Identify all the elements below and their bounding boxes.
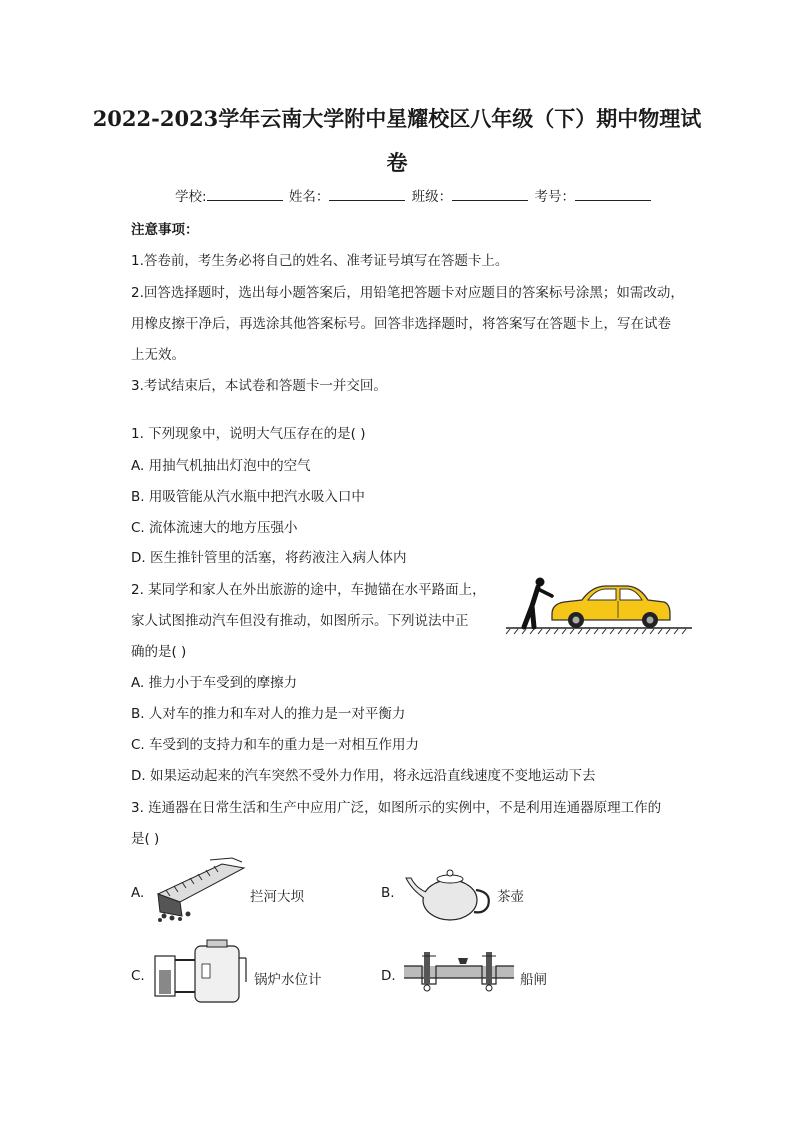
q3-option-b-letter: B. <box>381 885 395 901</box>
teapot-figure <box>402 860 494 924</box>
q3-option-c-letter: C. <box>131 968 145 984</box>
q1-option-b: B. 用吸管能从汽水瓶中把汽水吸入口中 <box>131 489 365 505</box>
person-pushing-car-figure <box>504 574 694 636</box>
dam-figure <box>152 856 248 924</box>
q2-stem-line-2: 家人试图推动汽车但没有推动，如图所示。下列说法中正 <box>131 613 469 629</box>
school-blank <box>207 186 283 201</box>
notes-heading: 注意事项： <box>131 222 199 238</box>
name-blank <box>329 186 405 201</box>
notes-line-4: 上无效。 <box>131 347 185 363</box>
q3-option-a-label: 拦河大坝 <box>250 889 304 905</box>
school-label: 学校: <box>175 189 207 205</box>
q2-option-d: D. 如果运动起来的汽车突然不受外力作用，将永远沿直线速度不变地运动下去 <box>131 768 596 784</box>
q2-option-a: A. 推力小于车受到的摩擦力 <box>131 675 298 691</box>
student-info-row <box>175 185 653 205</box>
boiler-gauge-figure <box>150 938 252 1008</box>
q3-option-a-letter: A. <box>131 885 145 901</box>
q3-option-b-label: 茶壶 <box>497 889 524 905</box>
exam-title-line2: 卷 <box>386 150 408 175</box>
q2-stem-line-1: 2. 某同学和家人在外出旅游的途中，车抛锚在水平路面上， <box>131 582 486 598</box>
ship-lock-figure <box>402 944 516 996</box>
class-blank <box>452 186 528 201</box>
q1-stem: 1. 下列现象中，说明大气压存在的是( ) <box>131 426 366 442</box>
notes-line-5: 3.考试结束后，本试卷和答题卡一并交回。 <box>131 378 387 394</box>
q3-option-c-label: 锅炉水位计 <box>254 972 322 988</box>
notes-line-2: 2.回答选择题时，选出每小题答案后，用铅笔把答题卡对应题目的答案标号涂黑；如需改动， <box>131 285 684 301</box>
q3-option-d-label: 船闸 <box>520 972 547 988</box>
q3-stem-line-2: 是( ) <box>131 831 160 847</box>
q1-option-c: C. 流体流速大的地方压强小 <box>131 520 298 536</box>
q2-option-c: C. 车受到的支持力和车的重力是一对相互作用力 <box>131 737 420 753</box>
exam-number-label: 考号： <box>534 189 575 205</box>
exam-title-line1: 2022-2023学年云南大学附中星耀校区八年级（下）期中物理试 <box>92 106 702 131</box>
notes-line-1: 1.答卷前，考生务必将自己的姓名、准考证号填写在答题卡上。 <box>131 253 509 269</box>
q3-stem-line-1: 3. 连通器在日常生活和生产中应用广泛，如图所示的实例中，不是利用连通器原理工作的 <box>131 800 662 816</box>
exam-number-blank <box>575 186 651 201</box>
q1-option-d: D. 医生推针管里的活塞，将药液注入病人体内 <box>131 550 407 566</box>
q3-option-d-letter: D. <box>381 968 396 984</box>
q1-option-a: A. 用抽气机抽出灯泡中的空气 <box>131 458 311 474</box>
class-label: 班级： <box>411 189 453 205</box>
q2-stem-line-3: 确的是( ) <box>131 644 187 660</box>
q2-option-b: B. 人对车的推力和车对人的推力是一对平衡力 <box>131 706 406 722</box>
name-label: 姓名： <box>288 189 330 205</box>
notes-line-3: 用橡皮擦干净后，再选涂其他答案标号。回答非选择题时，将答案写在答题卡上，写在试卷 <box>131 316 671 332</box>
